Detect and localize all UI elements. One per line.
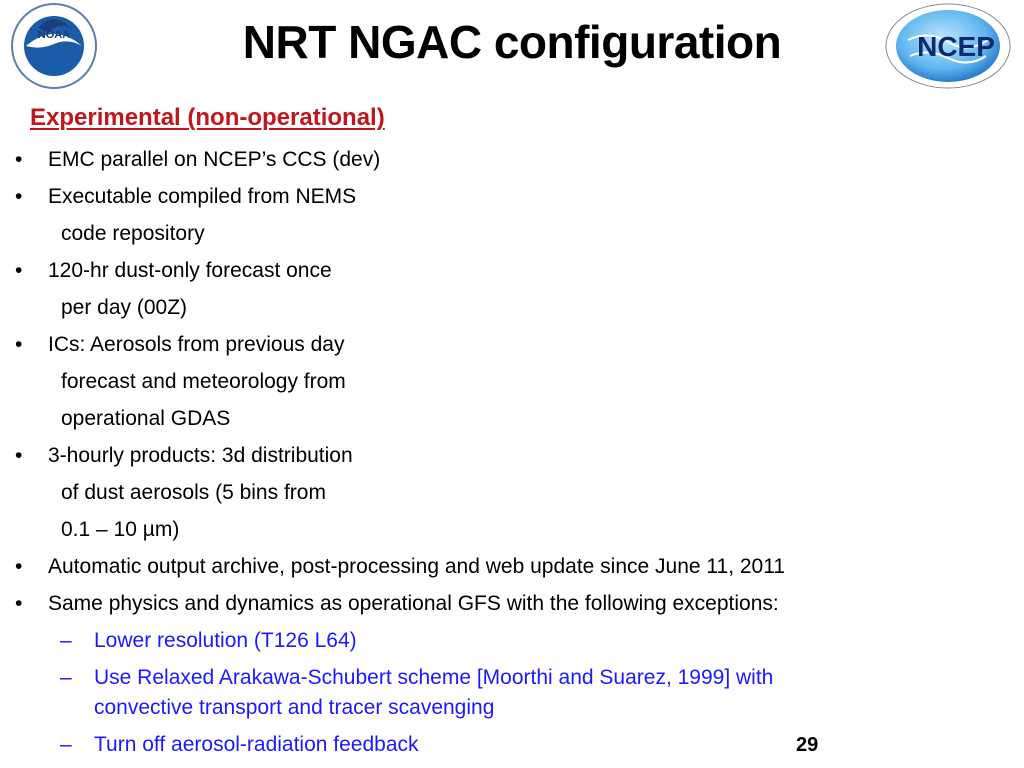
bullet-text: 3-hourly products: 3d distribution <box>48 444 353 467</box>
bullet-text: operational GDAS <box>61 407 231 430</box>
bullet-text: forecast and meteorology from <box>61 370 346 393</box>
bullet-text: per day (00Z) <box>61 296 188 319</box>
bullet-marker: • <box>15 592 23 615</box>
sub-bullet-text: Lower resolution (T126 L64) <box>94 629 357 652</box>
dash-marker: – <box>60 733 72 756</box>
sub-bullet-text: Use Relaxed Arakawa-Schubert scheme [Moorthi and Suarez, 1999] with <box>94 666 774 689</box>
sub-bullet-text: convective transport and tracer scavenging <box>94 696 495 719</box>
bullet-text: code repository <box>61 222 205 245</box>
bullet-marker: • <box>15 444 23 467</box>
ncep-logo <box>868 0 1024 92</box>
bullet-text: ICs: Aerosols from previous day <box>48 333 345 356</box>
bullet-text: Automatic output archive, post-processing and web update since June 11, 2011 <box>48 555 786 578</box>
dash-marker: – <box>60 666 72 689</box>
bullet-text: EMC parallel on NCEP’s CCS (dev) <box>48 148 381 171</box>
bullet-text: 120-hr dust-only forecast once <box>48 259 332 282</box>
bullet-text: Same physics and dynamics as operational GFS with the following exceptions: <box>48 592 779 615</box>
dash-marker: – <box>60 629 72 652</box>
page-number: 29 <box>796 734 819 756</box>
bullet-marker: • <box>15 555 23 578</box>
bullet-marker: • <box>15 185 23 208</box>
svg-text:NCEP: NCEP <box>917 31 995 62</box>
slide-title: NRT NGAC configuration <box>242 16 782 68</box>
sub-bullet-text: Turn off aerosol-radiation feedback <box>94 733 419 756</box>
slide-subtitle: Experimental (non-operational) <box>30 104 385 131</box>
bullet-marker: • <box>15 333 23 356</box>
bullet-text: of dust aerosols (5 bins from <box>61 481 326 504</box>
bullet-text: Executable compiled from NEMS <box>48 185 357 208</box>
bullet-marker: • <box>15 148 23 171</box>
svg-text:NOAA: NOAA <box>37 29 71 41</box>
bullet-marker: • <box>15 259 23 282</box>
bullet-text: 0.1 – 10 µm) <box>61 518 180 541</box>
